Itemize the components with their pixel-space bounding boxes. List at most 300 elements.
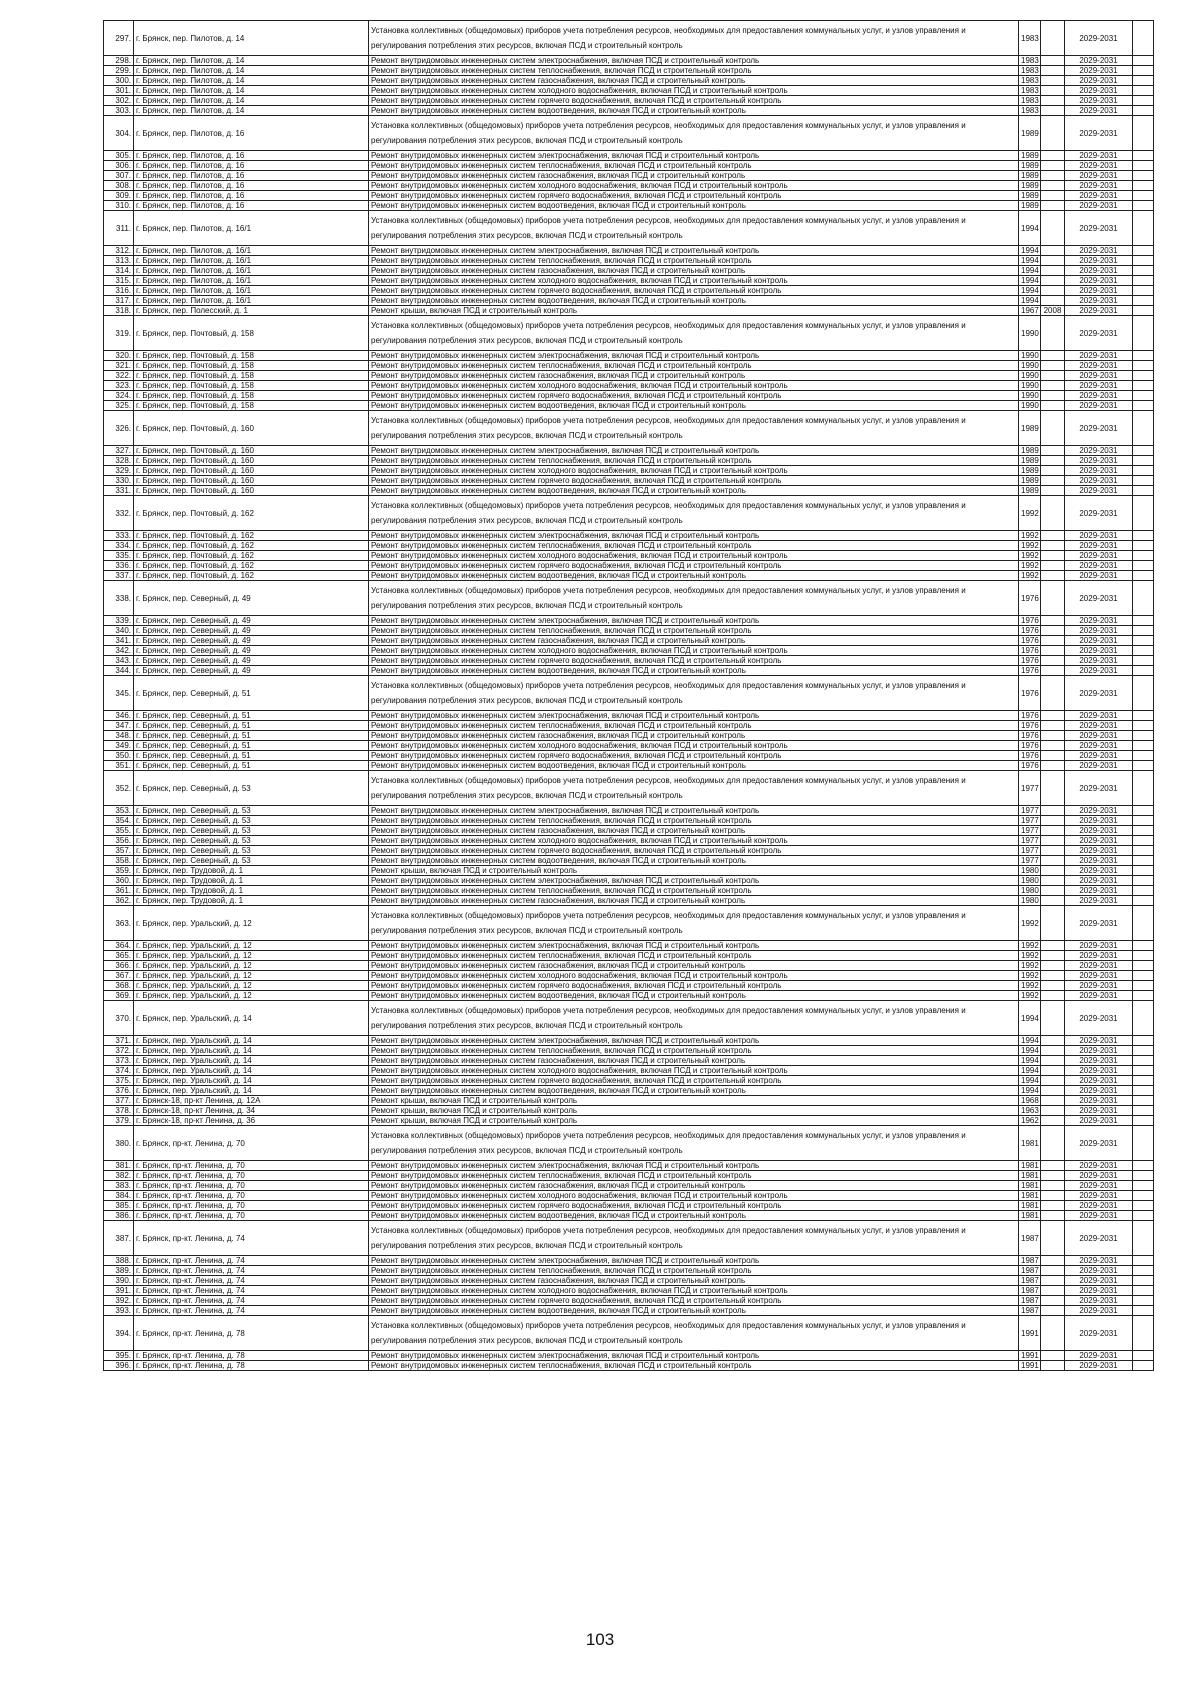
last-repair-year-cell: [1041, 381, 1065, 391]
build-year-cell: 1976: [1019, 656, 1041, 666]
address-cell: г. Брянск, пер. Пилотов, д. 16: [134, 171, 369, 181]
row-number: 343.: [104, 656, 134, 666]
table-row: [104, 886, 1154, 896]
row-number: 370.: [104, 1001, 134, 1036]
address-cell: г. Брянск, пер. Почтовый, д. 160: [134, 411, 369, 446]
work-type-cell: Ремонт внутридомовых инженерных систем теплоснабжения, включая ПСД и строительный контроль: [369, 1171, 1019, 1181]
work-type-cell: Ремонт внутридомовых инженерных систем горячего водоснабжения, включая ПСД и строительный контроль: [369, 1076, 1019, 1086]
planned-period-cell: 2029-2031: [1065, 1036, 1133, 1046]
row-number: 369.: [104, 991, 134, 1001]
last-repair-year-cell: [1041, 866, 1065, 876]
work-type-cell: Установка коллективных (общедомовых) приборов учета потребления ресурсов, необходимых для предоставления коммунальных услуг, и узлов управления и регулирования потребления этих ресурсов, включая ПСД и строительный контроль: [369, 1001, 1019, 1036]
last-repair-year-cell: [1041, 906, 1065, 941]
last-repair-year-cell: [1041, 616, 1065, 626]
empty-cell: [1133, 731, 1154, 741]
empty-cell: [1133, 1116, 1154, 1126]
work-type-cell: Ремонт внутридомовых инженерных систем газоснабжения, включая ПСД и строительный контроль: [369, 76, 1019, 86]
build-year-cell: 1994: [1019, 1036, 1041, 1046]
table-row: [104, 391, 1154, 401]
row-number: 380.: [104, 1126, 134, 1161]
work-type-cell: Ремонт внутридомовых инженерных систем холодного водоснабжения, включая ПСД и строительный контроль: [369, 836, 1019, 846]
empty-cell: [1133, 1056, 1154, 1066]
work-type-cell: Ремонт крыши, включая ПСД и строительный контроль: [369, 866, 1019, 876]
planned-period-cell: 2029-2031: [1065, 66, 1133, 76]
empty-cell: [1133, 721, 1154, 731]
planned-period-cell: 2029-2031: [1065, 856, 1133, 866]
empty-cell: [1133, 1221, 1154, 1256]
build-year-cell: 1976: [1019, 761, 1041, 771]
row-number: 342.: [104, 646, 134, 656]
address-cell: г. Брянск, пер. Пилотов, д. 16: [134, 151, 369, 161]
build-year-cell: 1989: [1019, 201, 1041, 211]
build-year-cell: 1980: [1019, 876, 1041, 886]
empty-cell: [1133, 571, 1154, 581]
last-repair-year-cell: [1041, 676, 1065, 711]
last-repair-year-cell: [1041, 1076, 1065, 1086]
work-type-cell: Ремонт внутридомовых инженерных систем водоотведения, включая ПСД и строительный контроль: [369, 1086, 1019, 1096]
last-repair-year-cell: [1041, 1096, 1065, 1106]
last-repair-year-cell: [1041, 181, 1065, 191]
row-number: 321.: [104, 361, 134, 371]
build-year-cell: 1989: [1019, 411, 1041, 446]
last-repair-year-cell: [1041, 1116, 1065, 1126]
work-type-cell: Установка коллективных (общедомовых) приборов учета потребления ресурсов, необходимых для предоставления коммунальных услуг, и узлов управления и регулирования потребления этих ресурсов, включая ПСД и строительный контроль: [369, 1316, 1019, 1351]
row-number: 379.: [104, 1116, 134, 1126]
table-row: [104, 836, 1154, 846]
planned-period-cell: 2029-2031: [1065, 76, 1133, 86]
table-row: [104, 1046, 1154, 1056]
planned-period-cell: 2029-2031: [1065, 296, 1133, 306]
empty-cell: [1133, 1171, 1154, 1181]
address-cell: г. Брянск, пр-кт. Ленина, д. 70: [134, 1161, 369, 1171]
empty-cell: [1133, 896, 1154, 906]
empty-cell: [1133, 1036, 1154, 1046]
address-cell: г. Брянск, пер. Уральский, д. 12: [134, 991, 369, 1001]
empty-cell: [1133, 646, 1154, 656]
empty-cell: [1133, 361, 1154, 371]
last-repair-year-cell: [1041, 751, 1065, 761]
empty-cell: [1133, 1191, 1154, 1201]
planned-period-cell: 2029-2031: [1065, 846, 1133, 856]
empty-cell: [1133, 96, 1154, 106]
address-cell: г. Брянск, пр-кт. Ленина, д. 70: [134, 1201, 369, 1211]
row-number: 307.: [104, 171, 134, 181]
row-number: 301.: [104, 86, 134, 96]
document-page: [103, 20, 1153, 1371]
last-repair-year-cell: [1041, 1266, 1065, 1276]
planned-period-cell: 2029-2031: [1065, 371, 1133, 381]
build-year-cell: 1987: [1019, 1296, 1041, 1306]
row-number: 384.: [104, 1191, 134, 1201]
planned-period-cell: 2029-2031: [1065, 476, 1133, 486]
build-year-cell: 1977: [1019, 856, 1041, 866]
empty-cell: [1133, 846, 1154, 856]
address-cell: г. Брянск-18, пр-кт Ленина, д. 12А: [134, 1096, 369, 1106]
last-repair-year-cell: [1041, 316, 1065, 351]
empty-cell: [1133, 446, 1154, 456]
table-row: [104, 806, 1154, 816]
address-cell: г. Брянск, пер. Пилотов, д. 16/1: [134, 266, 369, 276]
address-cell: г. Брянск, пер. Уральский, д. 14: [134, 1036, 369, 1046]
work-type-cell: Ремонт внутридомовых инженерных систем холодного водоснабжения, включая ПСД и строительный контроль: [369, 466, 1019, 476]
planned-period-cell: 2029-2031: [1065, 961, 1133, 971]
last-repair-year-cell: [1041, 1001, 1065, 1036]
last-repair-year-cell: [1041, 971, 1065, 981]
empty-cell: [1133, 246, 1154, 256]
empty-cell: [1133, 1296, 1154, 1306]
empty-cell: [1133, 1201, 1154, 1211]
table-row: [104, 1191, 1154, 1201]
build-year-cell: 1977: [1019, 826, 1041, 836]
address-cell: г. Брянск, пер. Уральский, д. 12: [134, 961, 369, 971]
address-cell: г. Брянск, пер. Северный, д. 49: [134, 636, 369, 646]
planned-period-cell: 2029-2031: [1065, 1106, 1133, 1116]
row-number: 332.: [104, 496, 134, 531]
address-cell: г. Брянск, пер. Пилотов, д. 16/1: [134, 211, 369, 246]
planned-period-cell: 2029-2031: [1065, 951, 1133, 961]
address-cell: г. Брянск, пер. Трудовой, д. 1: [134, 866, 369, 876]
last-repair-year-cell: [1041, 191, 1065, 201]
empty-cell: [1133, 951, 1154, 961]
work-type-cell: Установка коллективных (общедомовых) приборов учета потребления ресурсов, необходимых для предоставления коммунальных услуг, и узлов управления и регулирования потребления этих ресурсов, включая ПСД и строительный контроль: [369, 116, 1019, 151]
planned-period-cell: 2029-2031: [1065, 646, 1133, 656]
table-row: [104, 181, 1154, 191]
build-year-cell: 1992: [1019, 531, 1041, 541]
table-row: [104, 826, 1154, 836]
table-row: [104, 561, 1154, 571]
empty-cell: [1133, 856, 1154, 866]
address-cell: г. Брянск, пер. Пилотов, д. 16: [134, 161, 369, 171]
planned-period-cell: 2029-2031: [1065, 381, 1133, 391]
empty-cell: [1133, 531, 1154, 541]
table-row: [104, 276, 1154, 286]
work-type-cell: Ремонт внутридомовых инженерных систем электроснабжения, включая ПСД и строительный контроль: [369, 711, 1019, 721]
address-cell: г. Брянск, пер. Северный, д. 53: [134, 836, 369, 846]
table-row: [104, 116, 1154, 151]
build-year-cell: 1992: [1019, 571, 1041, 581]
work-type-cell: Ремонт внутридомовых инженерных систем теплоснабжения, включая ПСД и строительный контроль: [369, 1046, 1019, 1056]
planned-period-cell: 2029-2031: [1065, 266, 1133, 276]
row-number: 326.: [104, 411, 134, 446]
work-type-cell: Ремонт внутридомовых инженерных систем горячего водоснабжения, включая ПСД и строительный контроль: [369, 1201, 1019, 1211]
build-year-cell: 1977: [1019, 846, 1041, 856]
row-number: 346.: [104, 711, 134, 721]
build-year-cell: 1983: [1019, 76, 1041, 86]
empty-cell: [1133, 401, 1154, 411]
build-year-cell: 1976: [1019, 646, 1041, 656]
table-row: [104, 1161, 1154, 1171]
row-number: 327.: [104, 446, 134, 456]
address-cell: г. Брянск, пер. Пилотов, д. 14: [134, 66, 369, 76]
empty-cell: [1133, 256, 1154, 266]
work-type-cell: Ремонт внутридомовых инженерных систем горячего водоснабжения, включая ПСД и строительный контроль: [369, 751, 1019, 761]
address-cell: г. Брянск, пер. Пилотов, д. 16: [134, 181, 369, 191]
planned-period-cell: 2029-2031: [1065, 496, 1133, 531]
work-type-cell: Ремонт внутридомовых инженерных систем водоотведения, включая ПСД и строительный контроль: [369, 1211, 1019, 1221]
build-year-cell: 1994: [1019, 211, 1041, 246]
table-row: [104, 56, 1154, 66]
empty-cell: [1133, 866, 1154, 876]
work-type-cell: Установка коллективных (общедомовых) приборов учета потребления ресурсов, необходимых для предоставления коммунальных услуг, и узлов управления и регулирования потребления этих ресурсов, включая ПСД и строительный контроль: [369, 211, 1019, 246]
work-type-cell: Ремонт внутридомовых инженерных систем электроснабжения, включая ПСД и строительный контроль: [369, 56, 1019, 66]
row-number: 372.: [104, 1046, 134, 1056]
work-type-cell: Ремонт крыши, включая ПСД и строительный контроль: [369, 1116, 1019, 1126]
table-row: [104, 476, 1154, 486]
table-row: [104, 296, 1154, 306]
build-year-cell: 1976: [1019, 721, 1041, 731]
row-number: 340.: [104, 626, 134, 636]
empty-cell: [1133, 266, 1154, 276]
work-type-cell: Ремонт внутридомовых инженерных систем водоотведения, включая ПСД и строительный контроль: [369, 106, 1019, 116]
last-repair-year-cell: [1041, 86, 1065, 96]
planned-period-cell: 2029-2031: [1065, 541, 1133, 551]
table-row: [104, 306, 1154, 316]
address-cell: г. Брянск, пер. Трудовой, д. 1: [134, 896, 369, 906]
address-cell: г. Брянск, пер. Северный, д. 53: [134, 846, 369, 856]
row-number: 316.: [104, 286, 134, 296]
last-repair-year-cell: [1041, 886, 1065, 896]
work-type-cell: Ремонт внутридомовых инженерных систем холодного водоснабжения, включая ПСД и строительный контроль: [369, 181, 1019, 191]
build-year-cell: 1987: [1019, 1221, 1041, 1256]
empty-cell: [1133, 161, 1154, 171]
empty-cell: [1133, 1086, 1154, 1096]
address-cell: г. Брянск, пер. Северный, д. 49: [134, 581, 369, 616]
last-repair-year-cell: [1041, 721, 1065, 731]
last-repair-year-cell: [1041, 876, 1065, 886]
last-repair-year-cell: [1041, 581, 1065, 616]
table-row: [104, 1106, 1154, 1116]
table-row: [104, 361, 1154, 371]
table-row: [104, 711, 1154, 721]
empty-cell: [1133, 411, 1154, 446]
empty-cell: [1133, 991, 1154, 1001]
work-type-cell: Ремонт внутридомовых инженерных систем холодного водоснабжения, включая ПСД и строительный контроль: [369, 741, 1019, 751]
row-number: 373.: [104, 1056, 134, 1066]
build-year-cell: 1994: [1019, 1076, 1041, 1086]
planned-period-cell: 2029-2031: [1065, 711, 1133, 721]
planned-period-cell: 2029-2031: [1065, 286, 1133, 296]
build-year-cell: 1976: [1019, 711, 1041, 721]
work-type-cell: Ремонт внутридомовых инженерных систем холодного водоснабжения, включая ПСД и строительный контроль: [369, 971, 1019, 981]
table-row: [104, 201, 1154, 211]
work-type-cell: Ремонт крыши, включая ПСД и строительный контроль: [369, 306, 1019, 316]
build-year-cell: 1977: [1019, 771, 1041, 806]
address-cell: г. Брянск, пер. Трудовой, д. 1: [134, 886, 369, 896]
address-cell: г. Брянск, пер. Северный, д. 51: [134, 741, 369, 751]
last-repair-year-cell: [1041, 1036, 1065, 1046]
work-type-cell: Ремонт внутридомовых инженерных систем теплоснабжения, включая ПСД и строительный контроль: [369, 1361, 1019, 1371]
empty-cell: [1133, 56, 1154, 66]
address-cell: г. Брянск, пер. Северный, д. 51: [134, 751, 369, 761]
address-cell: г. Брянск, пер. Северный, д. 49: [134, 656, 369, 666]
last-repair-year-cell: [1041, 571, 1065, 581]
work-type-cell: Ремонт внутридомовых инженерных систем теплоснабжения, включая ПСД и строительный контроль: [369, 456, 1019, 466]
work-type-cell: Установка коллективных (общедомовых) приборов учета потребления ресурсов, необходимых для предоставления коммунальных услуг, и узлов управления и регулирования потребления этих ресурсов, включая ПСД и строительный контроль: [369, 496, 1019, 531]
planned-period-cell: 2029-2031: [1065, 1076, 1133, 1086]
address-cell: г. Брянск, пр-кт. Ленина, д. 74: [134, 1276, 369, 1286]
work-type-cell: Установка коллективных (общедомовых) приборов учета потребления ресурсов, необходимых для предоставления коммунальных услуг, и узлов управления и регулирования потребления этих ресурсов, включая ПСД и строительный контроль: [369, 1126, 1019, 1161]
last-repair-year-cell: [1041, 1211, 1065, 1221]
build-year-cell: 1980: [1019, 866, 1041, 876]
build-year-cell: 1989: [1019, 446, 1041, 456]
row-number: 333.: [104, 531, 134, 541]
last-repair-year-cell: [1041, 981, 1065, 991]
address-cell: г. Брянск-18, пр-кт Ленина, д. 34: [134, 1106, 369, 1116]
planned-period-cell: 2029-2031: [1065, 941, 1133, 951]
last-repair-year-cell: [1041, 1086, 1065, 1096]
empty-cell: [1133, 806, 1154, 816]
table-row: [104, 856, 1154, 866]
last-repair-year-cell: [1041, 1316, 1065, 1351]
last-repair-year-cell: [1041, 361, 1065, 371]
last-repair-year-cell: [1041, 106, 1065, 116]
row-number: 351.: [104, 761, 134, 771]
address-cell: г. Брянск, пер. Почтовый, д. 160: [134, 456, 369, 466]
planned-period-cell: 2029-2031: [1065, 826, 1133, 836]
table-row: [104, 971, 1154, 981]
page-number: 103: [585, 1630, 615, 1649]
row-number: 358.: [104, 856, 134, 866]
address-cell: г. Брянск, пер. Северный, д. 49: [134, 646, 369, 656]
empty-cell: [1133, 666, 1154, 676]
address-cell: г. Брянск, пер. Уральский, д. 14: [134, 1001, 369, 1036]
table-row: [104, 191, 1154, 201]
work-type-cell: Ремонт внутридомовых инженерных систем холодного водоснабжения, включая ПСД и строительный контроль: [369, 381, 1019, 391]
planned-period-cell: 2029-2031: [1065, 1256, 1133, 1266]
address-cell: г. Брянск, пр-кт. Ленина, д. 74: [134, 1306, 369, 1316]
table-row: [104, 266, 1154, 276]
planned-period-cell: 2029-2031: [1065, 771, 1133, 806]
table-row: [104, 316, 1154, 351]
planned-period-cell: 2029-2031: [1065, 486, 1133, 496]
empty-cell: [1133, 496, 1154, 531]
address-cell: г. Брянск, пер. Почтовый, д. 158: [134, 316, 369, 351]
last-repair-year-cell: [1041, 201, 1065, 211]
row-number: 396.: [104, 1361, 134, 1371]
planned-period-cell: 2029-2031: [1065, 171, 1133, 181]
build-year-cell: 1992: [1019, 906, 1041, 941]
table-row: [104, 351, 1154, 361]
planned-period-cell: 2029-2031: [1065, 21, 1133, 56]
address-cell: г. Брянск, пер. Северный, д. 51: [134, 721, 369, 731]
build-year-cell: 1992: [1019, 961, 1041, 971]
build-year-cell: 1976: [1019, 626, 1041, 636]
build-year-cell: 1987: [1019, 1266, 1041, 1276]
last-repair-year-cell: [1041, 1201, 1065, 1211]
build-year-cell: 1981: [1019, 1201, 1041, 1211]
planned-period-cell: 2029-2031: [1065, 191, 1133, 201]
last-repair-year-cell: [1041, 731, 1065, 741]
row-number: 304.: [104, 116, 134, 151]
address-cell: г. Брянск, пр-кт. Ленина, д. 78: [134, 1316, 369, 1351]
address-cell: г. Брянск-18, пр-кт Ленина, д. 36: [134, 1116, 369, 1126]
row-number: 313.: [104, 256, 134, 266]
build-year-cell: 1990: [1019, 351, 1041, 361]
address-cell: г. Брянск, пр-кт. Ленина, д. 70: [134, 1211, 369, 1221]
empty-cell: [1133, 1106, 1154, 1116]
build-year-cell: 1990: [1019, 316, 1041, 351]
address-cell: г. Брянск, пер. Почтовый, д. 162: [134, 531, 369, 541]
empty-cell: [1133, 971, 1154, 981]
work-type-cell: Ремонт внутридомовых инженерных систем водоотведения, включая ПСД и строительный контроль: [369, 486, 1019, 496]
planned-period-cell: 2029-2031: [1065, 971, 1133, 981]
build-year-cell: 1989: [1019, 151, 1041, 161]
table-row: [104, 466, 1154, 476]
table-row: [104, 981, 1154, 991]
work-type-cell: Ремонт внутридомовых инженерных систем электроснабжения, включая ПСД и строительный контроль: [369, 351, 1019, 361]
table-row: [104, 456, 1154, 466]
last-repair-year-cell: [1041, 1361, 1065, 1371]
planned-period-cell: 2029-2031: [1065, 876, 1133, 886]
build-year-cell: 1976: [1019, 666, 1041, 676]
empty-cell: [1133, 476, 1154, 486]
address-cell: г. Брянск, пер. Почтовый, д. 160: [134, 476, 369, 486]
build-year-cell: 1980: [1019, 896, 1041, 906]
empty-cell: [1133, 306, 1154, 316]
build-year-cell: 1994: [1019, 286, 1041, 296]
planned-period-cell: 2029-2031: [1065, 531, 1133, 541]
work-type-cell: Ремонт внутридомовых инженерных систем горячего водоснабжения, включая ПСД и строительный контроль: [369, 286, 1019, 296]
build-year-cell: 1992: [1019, 541, 1041, 551]
last-repair-year-cell: [1041, 1106, 1065, 1116]
last-repair-year-cell: [1041, 446, 1065, 456]
planned-period-cell: 2029-2031: [1065, 676, 1133, 711]
work-type-cell: Ремонт внутридомовых инженерных систем холодного водоснабжения, включая ПСД и строительный контроль: [369, 646, 1019, 656]
planned-period-cell: 2029-2031: [1065, 1116, 1133, 1126]
row-number: 311.: [104, 211, 134, 246]
last-repair-year-cell: [1041, 626, 1065, 636]
empty-cell: [1133, 656, 1154, 666]
last-repair-year-cell: [1041, 151, 1065, 161]
address-cell: г. Брянск, пер. Северный, д. 53: [134, 806, 369, 816]
work-type-cell: Установка коллективных (общедомовых) приборов учета потребления ресурсов, необходимых для предоставления коммунальных услуг, и узлов управления и регулирования потребления этих ресурсов, включая ПСД и строительный контроль: [369, 581, 1019, 616]
address-cell: г. Брянск, пер. Почтовый, д. 162: [134, 541, 369, 551]
empty-cell: [1133, 1161, 1154, 1171]
work-type-cell: Установка коллективных (общедомовых) приборов учета потребления ресурсов, необходимых для предоставления коммунальных услуг, и узлов управления и регулирования потребления этих ресурсов, включая ПСД и строительный контроль: [369, 1221, 1019, 1256]
empty-cell: [1133, 21, 1154, 56]
build-year-cell: 1994: [1019, 296, 1041, 306]
table-row: [104, 256, 1154, 266]
build-year-cell: 1994: [1019, 1001, 1041, 1036]
build-year-cell: 1989: [1019, 476, 1041, 486]
work-type-cell: Ремонт внутридомовых инженерных систем газоснабжения, включая ПСД и строительный контроль: [369, 826, 1019, 836]
build-year-cell: 1962: [1019, 1116, 1041, 1126]
table-row: [104, 551, 1154, 561]
table-row: [104, 211, 1154, 246]
empty-cell: [1133, 1361, 1154, 1371]
planned-period-cell: 2029-2031: [1065, 401, 1133, 411]
planned-period-cell: 2029-2031: [1065, 636, 1133, 646]
address-cell: г. Брянск, пер. Пилотов, д. 14: [134, 76, 369, 86]
table-row: [104, 941, 1154, 951]
address-cell: г. Брянск, пер. Почтовый, д. 158: [134, 381, 369, 391]
work-type-cell: Ремонт внутридомовых инженерных систем теплоснабжения, включая ПСД и строительный контроль: [369, 361, 1019, 371]
build-year-cell: 1981: [1019, 1171, 1041, 1181]
planned-period-cell: 2029-2031: [1065, 816, 1133, 826]
work-type-cell: Ремонт внутридомовых инженерных систем горячего водоснабжения, включая ПСД и строительный контроль: [369, 96, 1019, 106]
table-row: [104, 866, 1154, 876]
table-row: [104, 1171, 1154, 1181]
work-type-cell: Ремонт внутридомовых инженерных систем холодного водоснабжения, включая ПСД и строительный контроль: [369, 86, 1019, 96]
last-repair-year-cell: [1041, 391, 1065, 401]
row-number: 362.: [104, 896, 134, 906]
address-cell: г. Брянск, пр-кт. Ленина, д. 74: [134, 1286, 369, 1296]
build-year-cell: 1989: [1019, 181, 1041, 191]
empty-cell: [1133, 211, 1154, 246]
empty-cell: [1133, 371, 1154, 381]
planned-period-cell: 2029-2031: [1065, 1086, 1133, 1096]
planned-period-cell: 2029-2031: [1065, 56, 1133, 66]
